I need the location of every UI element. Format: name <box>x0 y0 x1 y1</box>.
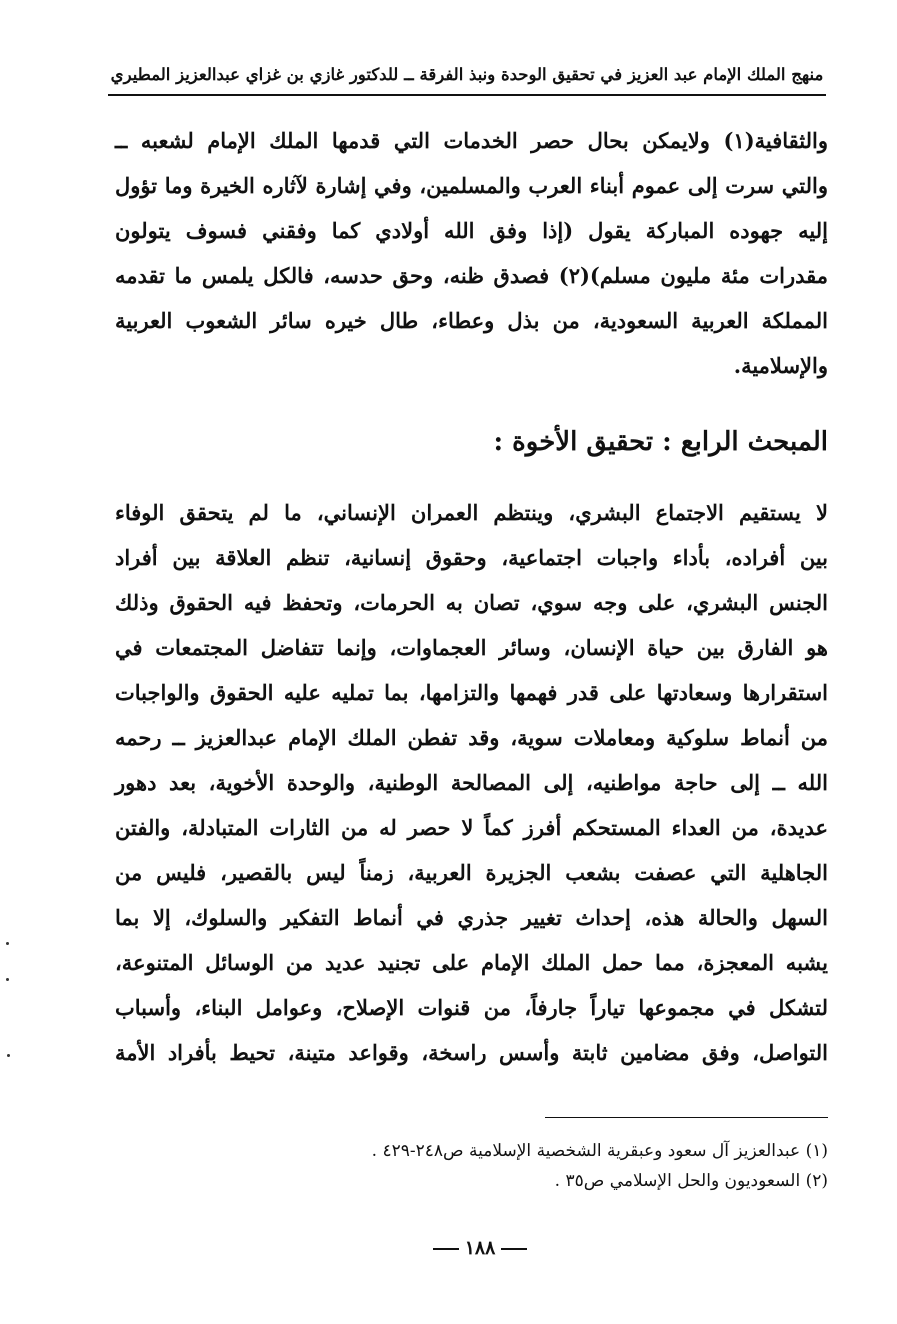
text-line: السهل والحالة هذه، إحداث تغيير جذري في أنماط التفكير والسلوك، إلا بما <box>115 905 828 930</box>
text-line: هو الفارق بين حياة الإنسان، وسائر العجماوات، وإنما تتفاضل المجتمعات في <box>115 635 828 660</box>
text-line: استقرارها وسعادتها على قدر فهمها والتزامها، بما تمليه عليه الحقوق والواجبات <box>115 680 828 705</box>
text-line: عديدة، من العداء المستحكم أفرز كماً لا حصر له من الثارات المتبادلة، والفتن <box>115 815 828 840</box>
section-heading: المبحث الرابع : تحقيق الأخوة : <box>493 427 828 457</box>
footnote-1: (١) عبدالعزيز آل سعود وعبقرية الشخصية الإسلامية ص٢٤٨-٤٢٩ . <box>371 1141 828 1161</box>
footnote-rule <box>545 1117 828 1118</box>
text-line: يشبه المعجزة، مما حمل الملك الإمام على تجنيد عديد من الوسائل المتنوعة، <box>115 950 828 975</box>
text-line: الجنس البشري، على وجه سوي، تصان به الحرمات، وتحفظ فيه الحقوق وذلك <box>115 590 828 615</box>
text-line: لتشكل في مجموعها تياراً جارفاً، من قنوات الإصلاح، وعوامل البناء، وأسباب <box>115 995 828 1020</box>
text-line: والإسلامية. <box>733 353 828 378</box>
text-line: من أنماط سلوكية ومعاملات سوية، وقد تفطن الملك الإمام عبدالعزيز ــ رحمه <box>115 725 828 750</box>
scan-speck <box>7 1054 10 1057</box>
text-line: التواصل، وفق مضامين ثابتة وأسس راسخة، وقواعد متينة، تحيط بأفراد الأمة <box>115 1040 828 1065</box>
text-line: المملكة العربية السعودية، من بذل وعطاء، طال خيره سائر الشعوب العربية <box>115 308 828 333</box>
text-line: الله ــ إلى حاجة مواطنيه، إلى المصالحة الوطنية، والوحدة الأخوية، بعد دهور <box>115 770 828 795</box>
page-number <box>380 1237 580 1259</box>
text-line: الجاهلية التي عصفت بشعب الجزيرة العربية، زمناً ليس بالقصير، فليس من <box>115 860 828 885</box>
text-line: لا يستقيم الاجتماع البشري، وينتظم العمران الإنساني، ما لم يتحقق الوفاء <box>115 500 828 525</box>
footnotes <box>300 1136 828 1196</box>
text-line: إليه جهوده المباركة يقول (إذا وفق الله أولادي كما وفقني فسوف يتولون <box>115 218 828 243</box>
header-rule <box>108 94 826 96</box>
text-line: بين أفراده، بأداء واجبات اجتماعية، وحقوق إنسانية، تنظم العلاقة بين أفراد <box>115 545 828 570</box>
paragraph-2 <box>115 490 828 1075</box>
text-line: والثقافية(١) ولايمكن بحال حصر الخدمات التي قدمها الملك الإمام لشعبه ــ <box>115 128 828 153</box>
scan-speck <box>6 942 9 945</box>
scan-speck <box>6 978 9 981</box>
paragraph-1 <box>115 118 828 388</box>
text-line: والتي سرت إلى عموم أبناء العرب والمسلمين، وفي إشارة لآثاره الخيرة وما تؤول <box>115 173 828 198</box>
text-line: مقدرات مئة مليون مسلم)(٢) فصدق ظنه، وحق حدسه، فالكل يلمس ما تقدمه <box>115 263 828 288</box>
footnote-2: (٢) السعوديون والحل الإسلامي ص٣٥ . <box>554 1171 828 1191</box>
running-header: منهج الملك الإمام عبد العزيز في تحقيق الوحدة ونبذ الفرقة ــ للدكتور غازي بن غزاي عبدالعزيز المطيري <box>110 65 824 84</box>
dash-left <box>501 1248 527 1250</box>
page-number-value: ١٨٨ <box>464 1237 496 1259</box>
dash-right <box>433 1248 459 1250</box>
